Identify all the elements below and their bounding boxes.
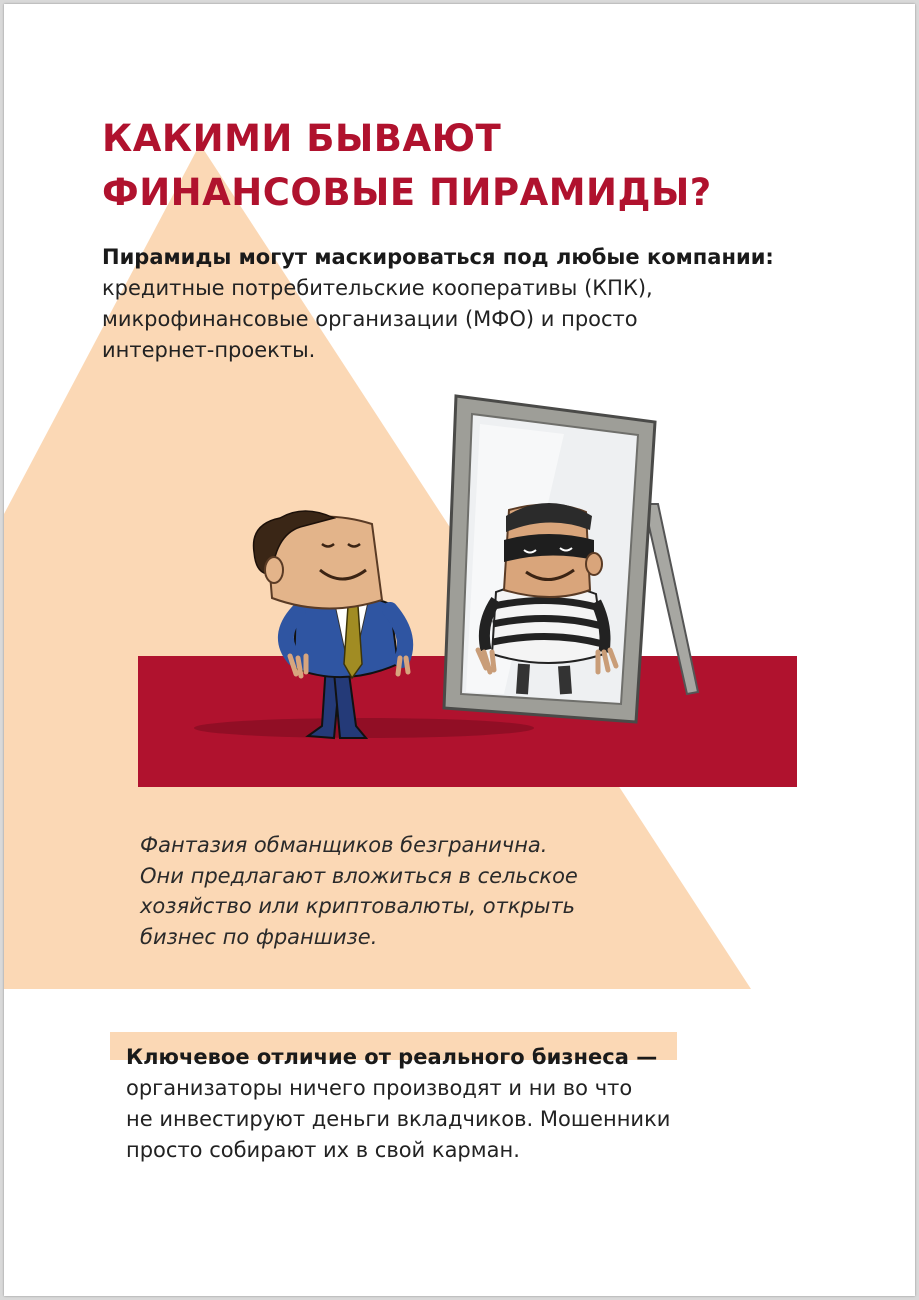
businessman-mirror-illustration xyxy=(4,384,915,804)
intro-line-2: микрофинансовые организации (МФО) и просто xyxy=(102,307,638,331)
page-title xyxy=(102,112,712,220)
quote-paragraph xyxy=(140,830,700,952)
key-difference-line-1: организаторы ничего производят и ни во что xyxy=(126,1076,633,1100)
document-page xyxy=(4,4,915,1296)
key-difference-bold-lead: Ключевое отличие от реального бизнеса — xyxy=(126,1045,658,1069)
intro-line-1: кредитные потребительские кооперативы (КПК), xyxy=(102,276,653,300)
quote-line-3: хозяйство или криптовалюты, открыть xyxy=(140,894,576,918)
quote-line-2: Они предлагают вложиться в сельское xyxy=(140,863,578,888)
title-line-1: КАКИМИ БЫВАЮТ xyxy=(102,117,502,160)
mirror xyxy=(444,396,655,722)
title-line-2: ФИНАНСОВЫЕ ПИРАМИДЫ? xyxy=(102,171,712,214)
intro-paragraph xyxy=(102,242,822,366)
intro-bold-lead: Пирамиды могут маскироваться под любые компании: xyxy=(102,245,774,269)
intro-line-3: интернет-проекты. xyxy=(102,338,316,362)
key-difference-line-3: просто собирают их в свой карман. xyxy=(126,1138,520,1162)
quote-line-1: Фантазия обманщиков безгранична. xyxy=(140,833,548,857)
key-difference-paragraph xyxy=(126,1042,826,1166)
key-difference-line-2: не инвестируют деньги вкладчиков. Мошенники xyxy=(126,1107,671,1131)
quote-line-4: бизнес по франшизе. xyxy=(140,924,378,949)
